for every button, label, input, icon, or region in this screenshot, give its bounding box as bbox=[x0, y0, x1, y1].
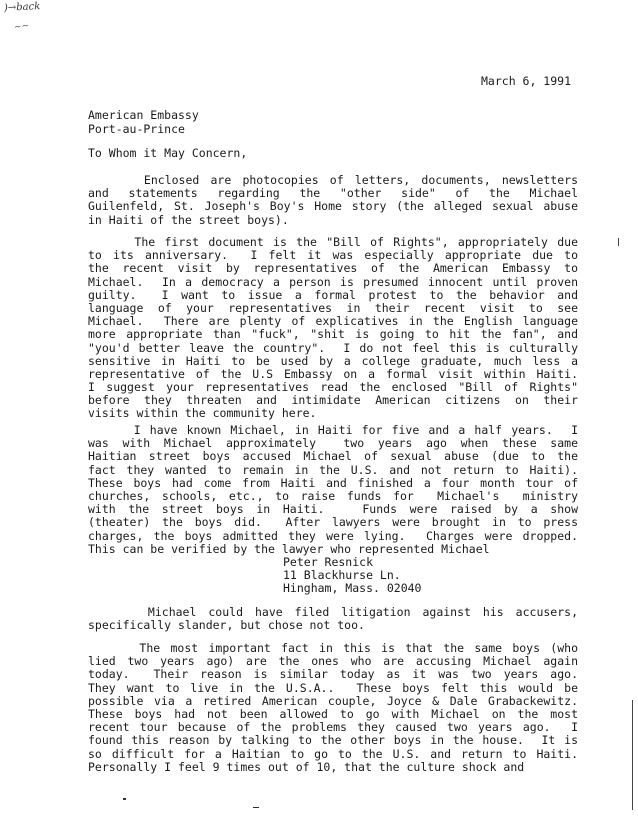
text-line: charges, the boys admitted they were lying. Charges were dropped. bbox=[88, 528, 578, 543]
text-line: I suggest your representatives read the enclosed "Bill of Rights" bbox=[88, 380, 578, 395]
recipient-line: American Embassy bbox=[88, 108, 199, 122]
letter-date: March 6, 1991 bbox=[481, 74, 572, 88]
text-line: churches, schools, etc., to raise funds for Michael's ministry bbox=[88, 488, 578, 503]
lawyer-line: Peter Resnick bbox=[283, 555, 374, 569]
scan-mark bbox=[618, 238, 619, 246]
text-line: The most important fact in this is that the same boys (who bbox=[88, 641, 578, 655]
paragraph-3 bbox=[88, 424, 578, 556]
text-line: before they threaten and intimidate American citizens on their bbox=[88, 393, 578, 408]
text-line: today. Their reason is similar today as it was two years ago. bbox=[88, 667, 578, 682]
paragraph-2 bbox=[88, 236, 578, 421]
lawyer-line: 11 Blackhurse Ln. bbox=[283, 568, 401, 583]
text-line: I have known Michael, in Haiti for five and a half years. I bbox=[88, 423, 578, 437]
scan-dot bbox=[123, 798, 126, 800]
text-line: Haitian street boys accused Michael of sexual abuse (due to the bbox=[88, 449, 578, 464]
text-line: so difficult for a Haitian to go to the U.S. and return to Haiti. bbox=[88, 746, 578, 761]
paragraph-4 bbox=[88, 606, 578, 632]
text-line: Personally I feel 9 times out of 10, that the culture shock and bbox=[88, 759, 525, 774]
text-line: possible via a retired American couple, Joyce & Dale Grabackewitz. bbox=[88, 693, 578, 708]
text-line: in Haiti of the street boys). bbox=[88, 212, 289, 227]
text-line: lied two years ago) are the ones who are accusing Michael again bbox=[88, 654, 578, 669]
text-line: These boys had come from Haiti and finished a four month tour of bbox=[88, 475, 578, 490]
scan-dash bbox=[253, 807, 259, 808]
text-line: Michael. In a democracy a person is presumed innocent until proven bbox=[88, 274, 578, 289]
text-line: Guilenfeld, St. Joseph's Boy's Home story (the alleged sexual abuse bbox=[88, 199, 578, 214]
text-line: Michael. There are plenty of explicatives in the English language bbox=[88, 314, 578, 329]
paragraph-5 bbox=[88, 642, 578, 774]
text-line: These boys had not been allowed to go with Michael on the most bbox=[88, 706, 578, 721]
text-line: with the street boys in Haiti. Funds were raised by a show bbox=[88, 502, 578, 517]
text-line: the recent visit by representatives of the American Embassy to bbox=[88, 261, 578, 276]
text-line: was with Michael approximately two years ago when these same bbox=[88, 436, 578, 451]
text-line: more appropriate than "fuck", "shit is going to hit the fan", and bbox=[88, 327, 578, 342]
handwritten-scribble: ~~ bbox=[13, 20, 30, 34]
salutation: To Whom it May Concern, bbox=[88, 146, 248, 160]
text-line: They want to live in the U.S.A.. These boys felt this would be bbox=[88, 680, 578, 695]
text-line: "you'd better leave the country". I do not feel this is culturally bbox=[88, 340, 578, 355]
text-line: Enclosed are photocopies of letters, documents, newsletters bbox=[88, 173, 578, 187]
text-line: guilty. I want to issue a formal protest to the behavior and bbox=[88, 287, 578, 302]
handwritten-note: )→back bbox=[3, 1, 41, 14]
text-line: The first document is the "Bill of Rights", appropriately due bbox=[88, 235, 578, 249]
text-line: to its anniversary. I felt it was especially appropriate due to bbox=[88, 248, 578, 263]
text-line: specifically slander, but chose not too. bbox=[88, 618, 365, 633]
text-line: fact they wanted to remain in the U.S. and not return to Haiti). bbox=[88, 462, 578, 477]
lawyer-line: Hingham, Mass. 02040 bbox=[283, 581, 422, 596]
text-line: found this reason by talking to the other boys in the house. It is bbox=[88, 733, 578, 748]
recipient-address bbox=[88, 108, 199, 136]
text-line: recent tour because of the problems they caused two years ago. I bbox=[88, 720, 578, 735]
text-line: and statements regarding the "other side" of the Michael bbox=[88, 186, 578, 201]
text-line: This can be verified by the lawyer who represented Michael bbox=[88, 541, 490, 556]
scan-edge-mark bbox=[632, 700, 633, 810]
text-line: representative of the U.S Embassy on a formal visit within Haiti. bbox=[88, 366, 578, 381]
text-line: (theater) the boys did. After lawyers were brought in to press bbox=[88, 515, 578, 530]
recipient-line: Port-au-Prince bbox=[88, 122, 185, 136]
text-line: visits within the community here. bbox=[88, 406, 317, 421]
text-line: Michael could have filed litigation against his accusers, bbox=[88, 605, 578, 619]
text-line: sensitive in Haiti to be used by a college graduate, much less a bbox=[88, 353, 578, 368]
lawyer-address bbox=[283, 556, 421, 596]
text-line: language of your representatives in their recent visit to see bbox=[88, 300, 578, 315]
paragraph-1 bbox=[88, 174, 578, 227]
